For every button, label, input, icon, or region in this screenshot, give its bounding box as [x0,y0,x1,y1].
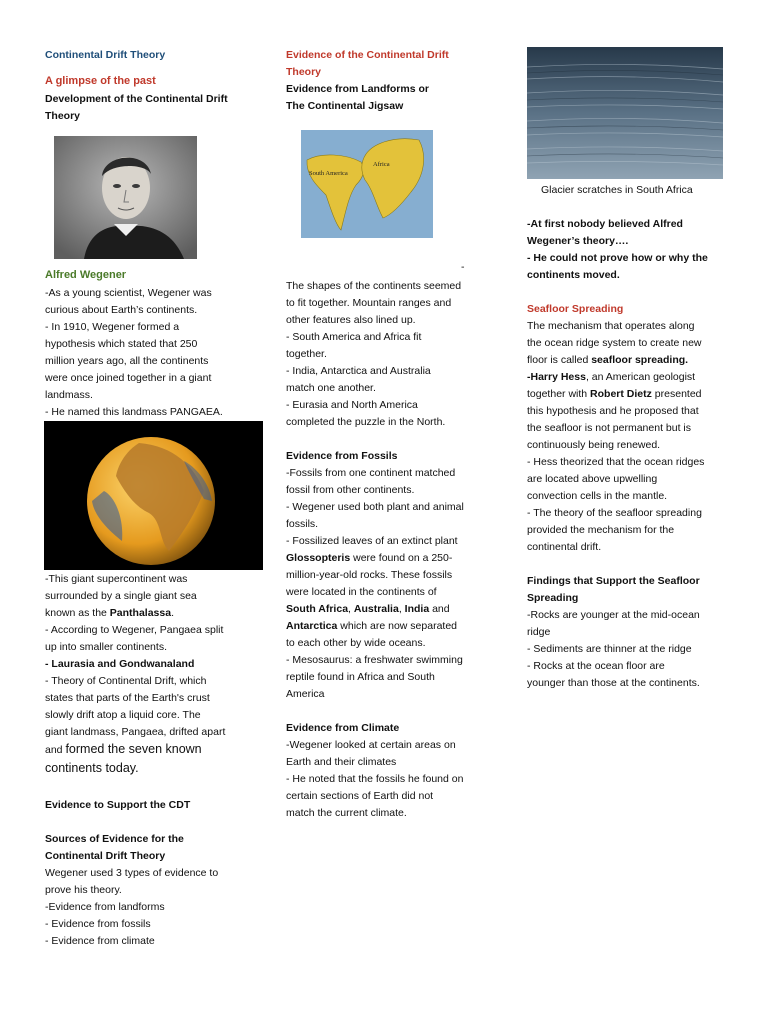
paragraph-line: landmass. [45,389,93,401]
paragraph-line: continental drift. [527,541,602,553]
paragraph-line: match one another. [286,382,376,394]
paragraph-line: other features also lined up. [286,314,416,326]
paragraph-line: Earth and their climates [286,756,397,768]
list-item: - Evidence from fossils [45,918,151,930]
paragraph-line [45,605,174,622]
paragraph-line: million-year-old rocks. These fossils [286,569,453,581]
paragraph-line: America [286,688,325,700]
continental-jigsaw-map [301,130,433,238]
paragraph-line: million years ago, all the continents [45,355,209,367]
development-heading-line-1: Development of the Continental Drift [45,93,228,105]
paragraph-line: giant landmass, Pangaea, drifted apart [45,726,226,738]
paragraph-line: - He noted that the fossils he found on [286,773,464,785]
text-span: Antarctica [286,620,338,632]
paragraph-line: provided the mechanism for the [527,524,675,536]
paragraph-line: -Fossils from one continent matched [286,467,456,479]
text-span: India [404,603,430,615]
paragraph-line: The shapes of the continents seemed [286,280,462,292]
paragraph-line: continuously being renewed. [527,439,661,451]
paragraph-line: - Theory of Continental Drift, which [45,675,207,687]
paragraph-line: continents moved. [527,269,620,281]
paragraph-line: hypothesis which stated that 250 [45,338,198,350]
paragraph-line: - Fossilized leaves of an extinct plant [286,535,458,547]
paragraph-line [286,618,457,635]
panthalassa-term: Panthalassa [109,607,172,619]
text-span: presented [651,388,702,400]
paragraph-line: slowly drift atop a liquid core. The [45,709,201,721]
landforms-subheading-line-1: Evidence from Landforms or [286,83,429,95]
paragraph-line: - The theory of the seafloor spreading [527,507,702,519]
page-title: Continental Drift Theory [45,49,166,61]
text-span: were found on a 250- [350,552,453,564]
paragraph-line [527,369,695,386]
paragraph-line: certain sections of Earth did not [286,790,434,802]
paragraph-line: - In 1910, Wegener formed a [45,321,180,333]
glimpse-heading: A glimpse of the past [45,75,156,87]
list-item: prove his theory. [45,884,122,896]
paragraph-line [527,386,702,403]
paragraph-line: together. [286,348,327,360]
text-span: together with [527,388,591,400]
evidence-cdt-heading: Evidence to Support the CDT [45,799,191,811]
paragraph-line: were located in the continents of [286,586,437,598]
sources-heading-line-1: Sources of Evidence for the [45,833,184,845]
list-item: - Evidence from climate [45,935,155,947]
paragraph-line: fossil from other continents. [286,484,415,496]
paragraph-line: - Eurasia and North America [286,399,418,411]
text-span: , an American geologist [585,371,696,383]
paragraph-line [286,550,452,567]
paragraph-line: -At first nobody believed Alfred [527,218,683,230]
paragraph-line: - India, Antarctica and Australia [286,365,431,377]
paragraph-line: to each other by wide oceans. [286,637,426,649]
alfred-wegener-heading: Alfred Wegener [45,269,127,281]
paragraph-line: match the current climate. [286,807,407,819]
stray-dash: - [461,261,465,273]
paragraph-line: surrounded by a single giant sea [45,590,197,602]
climate-heading: Evidence from Climate [286,722,400,734]
paragraph-line: - Wegener used both plant and animal [286,501,464,513]
text-span: known as the [45,607,110,619]
paragraph-line: - Hess theorized that the ocean ridges [527,456,705,468]
landforms-subheading-line-2: The Continental Jigsaw [286,100,404,112]
paragraph-line: - He could not prove how or why the [527,252,708,264]
development-heading-line-2: Theory [45,110,81,122]
map-label-africa: Africa [373,161,390,168]
paragraph-line: The mechanism that operates along [527,320,695,332]
paragraph-line: - According to Wegener, Pangaea split [45,624,224,636]
evidence-title-line-1: Evidence of the Continental Drift [286,49,449,61]
text-span: formed the seven known [65,742,202,756]
pangaea-globe-image [44,421,263,570]
glossopteris-term: Glossopteris [286,552,351,564]
paragraph-line: curious about Earth’s continents. [45,304,198,316]
paragraph-line: Wegener’s theory…. [527,235,629,247]
seafloor-spreading-term: seafloor spreading. [591,354,689,366]
paragraph-line: to fit together. Mountain ranges and [286,297,452,309]
list-item: younger than those at the continents. [527,677,700,689]
paragraph-line [286,601,450,618]
list-item: Wegener used 3 types of evidence to [45,867,219,879]
laurasia-gondwanaland: - Laurasia and Gondwanaland [45,658,195,670]
evidence-title-line-2: Theory [286,66,322,78]
wegener-portrait [54,136,197,259]
seafloor-spreading-heading: Seafloor Spreading [527,303,624,315]
paragraph-line: convection cells in the mantle. [527,490,668,502]
text-span: which are now separated [337,620,458,632]
paragraph-line: up into smaller continents. [45,641,167,653]
paragraph-line [527,352,688,369]
paragraph-line: -This giant supercontinent was [45,573,188,585]
text-span: floor is called [527,354,592,366]
list-item: - Sediments are thinner at the ridge [527,643,692,655]
paragraph-line: fossils. [286,518,319,530]
harry-hess-term: -Harry Hess [527,371,586,383]
paragraph-line: the seafloor is not permanent but is [527,422,692,434]
paragraph-line [45,741,202,759]
list-item: - Rocks at the ocean floor are [527,660,665,672]
text-span: , [398,603,405,615]
glacier-scratches-photo [527,47,723,179]
paragraph-line: -As a young scientist, Wegener was [45,287,212,299]
text-span: . [171,607,175,619]
text-span: Australia [353,603,399,615]
paragraph-line: -Wegener looked at certain areas on [286,739,456,751]
list-item: ridge [527,626,551,638]
paragraph-line: this hypothesis and he proposed that [527,405,699,417]
text-span: , [348,603,354,615]
text-span: and [45,744,66,756]
paragraph-line: were once joined together in a giant [45,372,212,384]
paragraph-line: - Mesosaurus: a freshwater swimming [286,654,463,666]
paragraph-line: continents today. [45,761,139,775]
sources-heading-line-2: Continental Drift Theory [45,850,166,862]
fossils-heading: Evidence from Fossils [286,450,398,462]
list-item: -Evidence from landforms [45,901,165,913]
text-span: South Africa [286,603,349,615]
paragraph-line: are located above upwelling [527,473,658,485]
paragraph-line: completed the puzzle in the North. [286,416,446,428]
findings-heading-line-2: Spreading [527,592,579,604]
paragraph-line: the ocean ridge system to create new [527,337,702,349]
glacier-caption: Glacier scratches in South Africa [541,184,693,196]
paragraph-line: - He named this landmass PANGAEA. [45,406,223,418]
text-span: and [429,603,450,615]
paragraph-line: states that parts of the Earth's crust [45,692,210,704]
robert-dietz-term: Robert Dietz [590,388,652,400]
paragraph-line: - South America and Africa fit [286,331,422,343]
list-item: -Rocks are younger at the mid-ocean [527,609,700,621]
map-label-south-america: South America [309,170,348,177]
paragraph-line: reptile found in Africa and South [286,671,435,683]
findings-heading-line-1: Findings that Support the Seafloor [527,575,700,587]
